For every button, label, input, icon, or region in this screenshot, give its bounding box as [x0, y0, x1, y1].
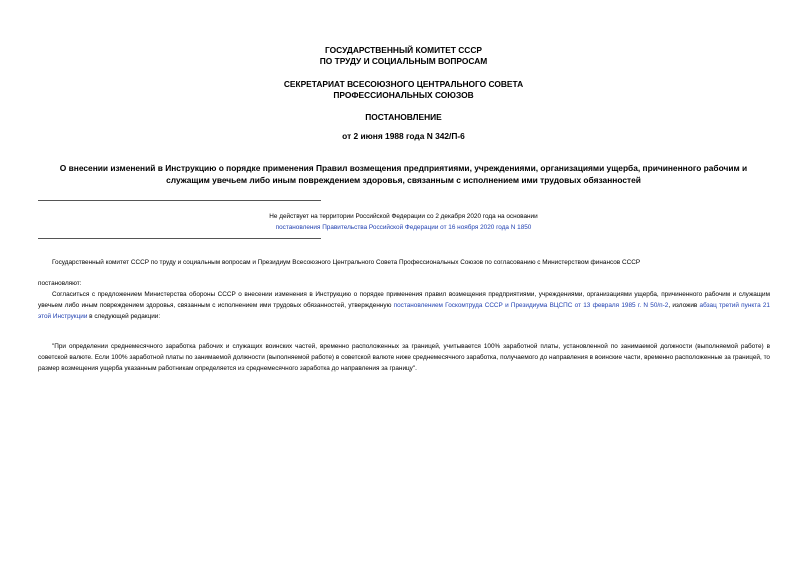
- agreement-text-2: , изложив: [668, 302, 700, 309]
- instruction-clause-link[interactable]: абзац третий пункта 21 этой Инструкции: [38, 302, 770, 320]
- divider-top: [38, 200, 321, 201]
- intro-paragraph: Государственный комитет СССР по труду и социальным вопросам и Президиум Всесоюзного Центрального Совета Профессиональных Союзов по согласованию с Министерством финансов СССР: [52, 259, 641, 266]
- issuing-authority-2: [0, 79, 807, 100]
- resolution-link[interactable]: постановлением Госкомтруда СССР и Президиума ВЦСПС от 13 февраля 1985 г. N 50/п-2: [393, 302, 669, 309]
- document-date-number: от 2 июня 1988 года N 342/П-6: [342, 131, 465, 141]
- notice-text: Не действует на территории Российской Федерации со 2 декабря 2020 года на основании: [269, 213, 538, 220]
- document-title: О внесении изменений в Инструкцию о порядке применения Правил возмещения предприятиями, учреждениями, организациями ущерба, причиненного рабочим и служащим увечьем либо иным повреждением здоровья, связанным с исполнением ими трудовых обязанностей: [59, 163, 748, 185]
- authority-2-line-1: СЕКРЕТАРИАТ ВСЕСОЮЗНОГО ЦЕНТРАЛЬНОГО СОВЕТА: [283, 79, 524, 89]
- agreement-paragraph: [38, 289, 770, 322]
- quoted-amendment: "При определении среднемесячного заработка рабочих и служащих воинских частей, временно расположенных за границей, учитывается 100% заработной платы, установленной по занимаемой должности (выполняемой работе) в советской валюте. Если 100% заработной платы по занимаемой должности (выполняемой работе) в советской валюте ниже среднемесячного заработка, получаемого до направления в воинские части, временно расположенные за границей, то размер возмещения ущерба указанным работникам определяется из среднемесячного заработка до направления за границу".: [38, 343, 770, 372]
- issuing-authority-1: [0, 45, 807, 66]
- authority-1-line-1: ГОСУДАРСТВЕННЫЙ КОМИТЕТ СССР: [325, 45, 482, 55]
- agreement-text-3: в следующей редакции:: [87, 313, 161, 320]
- authority-2-line-2: ПРОФЕССИОНАЛЬНЫХ СОЮЗОВ: [333, 89, 474, 100]
- authority-1-line-2: ПО ТРУДУ И СОЦИАЛЬНЫМ ВОПРОСАМ: [319, 55, 488, 66]
- notice-link[interactable]: постановления Правительства Российской Федерации от 16 ноября 2020 года N 1850: [275, 224, 532, 231]
- divider-bottom: [38, 238, 321, 239]
- document-type: ПОСТАНОВЛЕНИЕ: [365, 112, 442, 122]
- status-notice: [180, 211, 627, 233]
- agreement-text-1: Согласиться с предложением Министерства обороны СССР о внесении изменения в Инструкцию о порядке применения правил возмещения предприятиями, учреждениями, организациями ущерба, причиненного рабочим и служащим увечьем либо иным повреждением здоровья, связанным с исполнением ими трудовых обязанностей, утвержденную: [38, 291, 770, 309]
- decree-word: постановляют:: [38, 280, 82, 287]
